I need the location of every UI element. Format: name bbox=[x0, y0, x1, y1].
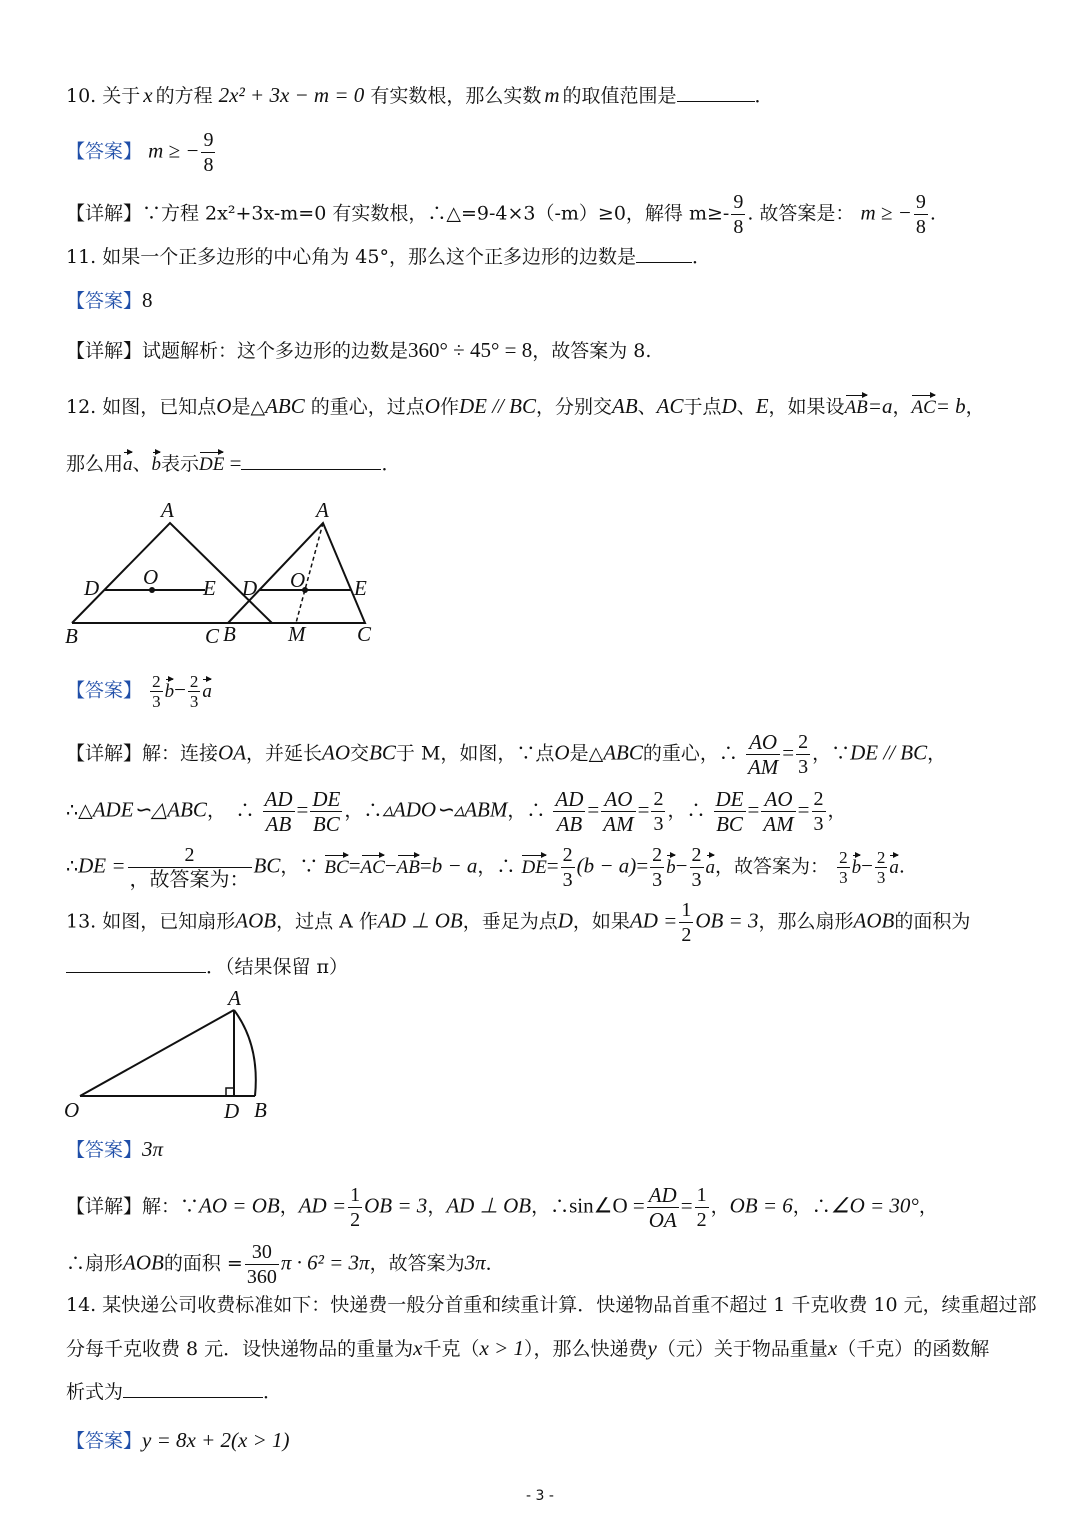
label-B: B bbox=[223, 622, 236, 646]
answer-tag: 【答案】 bbox=[66, 140, 143, 163]
label-D: D bbox=[84, 576, 100, 600]
q12-figures bbox=[60, 495, 390, 655]
q12-stem-line2: 那么用a、b表示DE = ． bbox=[66, 448, 400, 480]
label-E: E bbox=[203, 576, 216, 600]
label-O: O bbox=[290, 568, 306, 592]
q12-figure-2 bbox=[223, 498, 372, 646]
q13-stem-line1: 13. 如图，已知扇形AOB，过点 A 作AD ⊥ OB，垂足为点D，如果AD = $\frac{1}{2}$ OB = 3，那么扇形AOB的面积为 bbox=[66, 899, 971, 946]
q10-detail: 【详解】∵方程 2x²+3x-m=0 有实数根，∴△=9-4×3（-m）≥0，解得 m≥- $\frac{9}{8}$ . 故答案是： m ≥ − $\frac{9}{8}$ . bbox=[66, 191, 936, 238]
label-O: O bbox=[64, 1098, 80, 1122]
answer-blank bbox=[677, 81, 755, 102]
q10-answer: 【答案】 m ≥ − $\frac{9}{8}$ bbox=[66, 129, 214, 176]
label-O: O bbox=[143, 565, 159, 589]
q12-detail-line3: ∴DE = $\frac{2}{\text{，故答案为：}}$ BC，∵ BC=AC−AB=b − a，∴ DE= $\frac{2}{3}$ (b − a)= $\frac{2}{3}$ b− $\frac{2}{3}$ a，故答案为： $\frac{2}{3}$ b− $\frac{2}{3}$ a. bbox=[66, 844, 905, 891]
q13-detail-line1: 【详解】解：∵AO = OB，AD = $\frac{1}{2}$ OB = 3，AD ⊥ OB，∴sin∠O = $\frac{AD}{OA}$ = $\frac{1}{2}$ ，OB = 6，∴∠O = 30°， bbox=[66, 1183, 938, 1232]
q11-answer: 【答案】8 bbox=[66, 288, 153, 312]
q12-figure-1 bbox=[65, 498, 272, 648]
q13-answer: 【答案】3π bbox=[66, 1137, 164, 1161]
q11-detail: 【详解】试题解析：这个多边形的边数是360° ÷ 45° = 8，故答案为 8. bbox=[66, 338, 652, 362]
label-E: E bbox=[354, 576, 367, 600]
answer-blank bbox=[123, 1377, 263, 1398]
q11-stem: 11. 如果一个正多边形的中心角为 45°，那么这个正多边形的边数是 ． bbox=[66, 242, 711, 272]
label-A: A bbox=[161, 498, 174, 522]
label-A: A bbox=[228, 986, 241, 1010]
q10-equation: 2x² + 3x − m = 0 bbox=[218, 83, 365, 107]
answer-blank bbox=[66, 952, 206, 973]
label-C: C bbox=[357, 622, 372, 646]
label-B: B bbox=[65, 624, 78, 648]
label-C: C bbox=[205, 624, 220, 648]
label-A: A bbox=[316, 498, 329, 522]
q13-detail-line2: ∴扇形AOB的面积 = $\frac{30}{360}$ π · 6² = 3π，故答案为3π． bbox=[66, 1241, 505, 1288]
q14-answer: 【答案】y = 8x + 2(x > 1) bbox=[66, 1428, 290, 1452]
answer-blank bbox=[636, 242, 692, 263]
q12-detail-line1: 【详解】解：连接OA，并延长AO交BC于 M，如图，∵点O是△ABC的重心，∴ $\frac{AO}{AM}$ = $\frac{2}{3}$ ，∵DE // BC， bbox=[66, 730, 947, 779]
label-D: D bbox=[242, 576, 258, 600]
page-number: - 3 - bbox=[526, 1488, 554, 1504]
q10-stem: 10. 关于 x 的方程 2x² + 3x − m = 0 有实数根，那么实数 m 的取值范围是 ． bbox=[66, 83, 774, 107]
q13-stem-line2: ．（结果保留 π） bbox=[66, 952, 348, 982]
q14-line3: 析式为 ． bbox=[66, 1377, 282, 1407]
label-B: B bbox=[254, 1098, 267, 1122]
q12-detail-line2: ∴△ADE∽△ABC， ∴ $\frac{AD}{AB}$ = $\frac{DE}{BC}$ ，∴▵ADO∽▵ABM，∴ $\frac{AD}{AB}$ = $\frac{AO}{AM}$ = $\frac{2}{3}$ ，∴ $\frac{DE}{BC}$ = $\frac{AO}{AM}$ = $\frac{2}{3}$ ， bbox=[66, 787, 847, 836]
q13-figure bbox=[60, 985, 290, 1130]
answer-blank bbox=[241, 449, 381, 470]
q14-line1: 14. 某快递公司收费标准如下：快递费一般分首重和续重计算．快递物品首重不超过 1 千克收费 10 元，续重超过部 bbox=[66, 1294, 1037, 1316]
detail-tag: 【详解】 bbox=[66, 202, 143, 225]
label-M: M bbox=[288, 622, 306, 646]
q12-stem-line1: 12. 如图，已知点O是△ABC 的重心，过点O作DE // BC，分别交AB、AC于点D、E，如果设AB=a，AC= b， bbox=[66, 391, 985, 423]
q12-answer: 【答案】 $\frac{2}{3}$ b− $\frac{2}{3}$ a bbox=[66, 672, 212, 711]
q14-line2: 分每千克收费 8 元．设快递物品的重量为x千克（x > 1），那么快递费y（元）关于物品重量x（千克）的函数解 bbox=[66, 1336, 990, 1360]
label-D: D bbox=[224, 1099, 240, 1123]
